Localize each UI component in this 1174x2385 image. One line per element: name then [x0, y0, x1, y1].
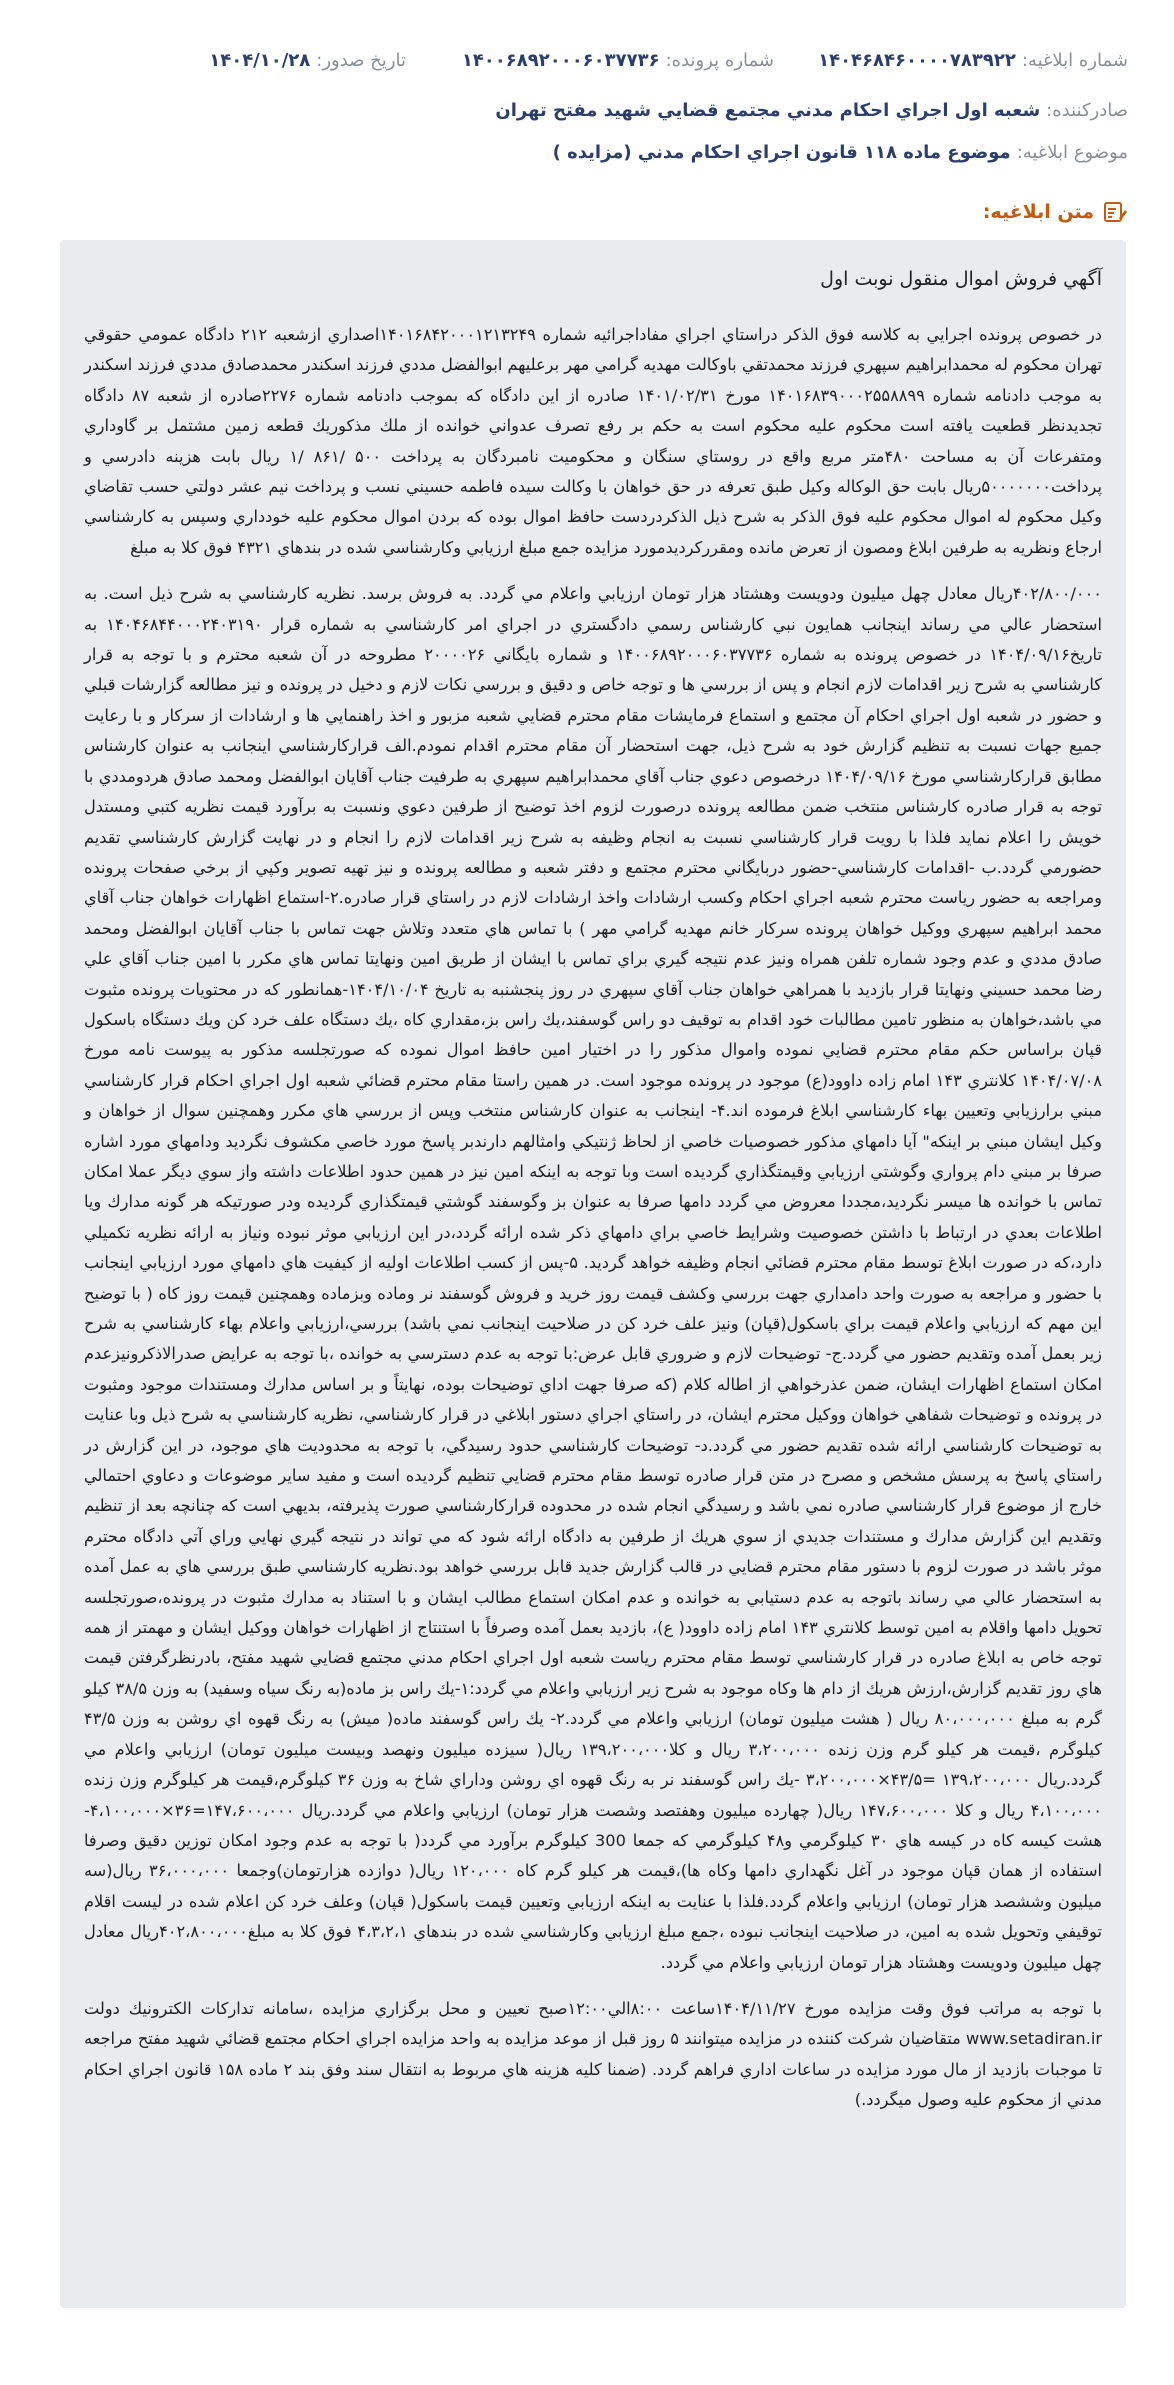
case-number-label: شماره پرونده: — [665, 50, 774, 71]
notice-number-label: شماره ابلاغیه: — [1021, 50, 1128, 71]
notice-number — [818, 50, 1128, 71]
notice-paragraph-1: در خصوص پرونده اجرايي به كلاسه فوق الذكر دراستاي اجراي مفاداجرائيه شماره ۱۴۰۱۶۸۴۲۰۰۰۱۲۱۳۲۴۹اصداري ازشعبه ۲۱۲ دادگاه عمومي حقوقي تهران محكوم له محمدابراهيم سپهري فرزند محمدتقي باوكالت مهديه گرامي مهر برعليهم ابوالفضل مددي فرزند اسكندر محمدصادق مددي فرزند اسكندر به موجب دادنامه شماره ۱۴۰۱۶۸۳۹۰۰۰۲۵۵۸۸۹۹ مورخ ۱۴۰۱/۰۲/۳۱ صادره از اين دادگاه كه بموجب دادنامه شماره ۲۲۷۶صادره از شعبه ۸۷ دادگاه تجديدنظر قطعيت يافته است محكوم عليه محكوم است به حكم بر رفع تصرف عدواني خوانده از ملك مذكوريك قطعه زمين مشتمل بر گاوداري ومتفرعات آن به مساحت ۴۸۰متر مربع واقع در روستاي سنگان و محكوميت نامبردگان به پرداخت ۵۰۰ /۸۶۱ /۱ ريال بابت هزينه دادرسي و پرداخت۵۰۰۰۰۰۰۰ريال بابت حق الوكاله وكيل طبق تعرفه در حق خواهان با وكالت سيده فاطمه حسيني نسب و پرداخت نيم عشر دولتي حسب تقاضاي وكيل محكوم له اموال محكوم عليه فوق الذكر به شرح ذيل الذكردردست حافظ اموال بوده كه بردن اموال محكوم عليه خودداري وسپس به كارشناسي ارجاع ونظريه به طرفين ابلاغ ومصون از تعرض مانده ومقرركرديدمورد مزايده جمع مبلغ ارزيابي وكارشناسي شده در بندهاي ۴۳۲۱ فوق كلا به مبلغ — [84, 325, 1103, 557]
notice-text-heading — [983, 200, 1128, 224]
issue-date-value: ۱۴۰۴/۱۰/۲۸ — [209, 50, 311, 71]
notice-body-panel — [60, 240, 1126, 2308]
notice-paragraph-2: ۴۰۲/۸۰۰/۰۰۰ريال معادل چهل ميليون ودويست وهشتاد هزار تومان ارزيابي واعلام مي گردد. به فروش برسد. نظريه كارشناسي به شرح ذيل است. به استحضار عالي مي رساند اينجانب همايون نبي كارشناس رسمي دادگستري در اجراي امر كارشناسي به شماره قرار ۱۴۰۴۶۸۴۴۰۰۰۲۴۰۳۱۹۰ به تاريخ۱۴۰۴/۰۹/۱۶ در خصوص پرونده به شماره ۱۴۰۰۶۸۹۲۰۰۰۶۰۳۷۷۳۶ و شماره بايگاني ۲۰۰۰۰۲۶ مطروحه در آن شعبه محترم و با توجه به قرار كارشناسي به شرح زير اقدامات لازم انجام و پس از بررسي ها و توجه خاص و دقيق و بررسي نكات لازم و دخيل در پرونده و نيز مطالعه گزارشات قبلي و حضور در شعبه اول اجراي احكام آن مجتمع و استماع فرمايشات مقام محترم قضايي شعبه مزبور و اخذ راهنمايي ها و ارشادات از سركار و با رعايت جميع جهات نسبت به تنظيم گزارش خود به شرح ذيل، جهت استحضار آن مقام محترم اقدام نمودم.الف قراركارشناسي اينجانب به عنوان كارشناس مطابق قراركارشناسي مورخ ۱۴۰۴/۰۹/۱۶ درخصوص دعوي جناب آقاي محمدابراهيم سپهري به طرفيت جناب آقايان ابوالفضل ومحمد صادق هردومددي با توجه به قرار صادره كارشناس منتخب ضمن مطالعه پرونده درصورت لزوم اخذ توضيح از طرفين دعوي ونسبت به برآورد قيمت نظريه كتبي ومستدل خويش را اعلام نمايد فلذا با رويت قرار كارشناسي نسبت به انجام وظيفه به شرح زير اقدامات لازم را انجام و در نهايت گزارش كارشناسي تقديم حضورمي گردد.ب -اقدامات كارشناسي-حضور دربايگاني محترم مجتمع و دفتر شعبه و مطالعه پرونده و نيز تهيه تصوير وكپي از برخي صفحات پرونده ومراجعه به حضور رياست محترم شعبه اجراي احكام وكسب ارشادات واخذ ارشادات لازم در راستاي قرار صادره.۲-استماع اظهارات خواهان جناب آقاي محمد ابراهيم سپهري ووكيل خواهان پرونده سركار خانم مهديه گرامي مهر ) با تماس هاي متعدد وتلاش جهت تماس با جناب آقايان ابوالفضل ومحمد صادق مددي و عدم وجود شماره تلفن همراه ونيز عدم نتيجه گيري براي تماس با ايشان از طريق امين ونهايتا تماس هاي مكرر با امين جناب آقاي علي رضا محمد حسيني ونهايتا قرار بازديد با همراهي خواهان جناب آقاي سپهري در روز پنجشنبه به تاريخ ۱۴۰۴/۱۰/۰۴-همانطور كه در محتويات پرونده مثبوت مي باشد،خواهان به منظور تامين مطالبات خود اقدام به توقيف دو راس گوسفند،يك راس بز،مقداري كاه ،يك دستگاه علف خرد كن ويك دستگاه باسكول قپان براساس حكم مقام محترم قضايي نموده واموال مذكور را در اختيار امين حافظ اموال نموده كه صورتجلسه مذكور به پيوست نامه مورخ ۱۴۰۴/۰۷/۰۸ كلانتري ۱۴۳ امام زاده داوود(ع) موجود در پرونده موجود است. در همين راستا مقام محترم قضائي شعبه اول اجراي احكام قرار كارشناسي مبني برارزيابي وتعيين بهاء كارشناسي ابلاغ فرموده اند.۴- اينجانب به عنوان كارشناس منتخب وپس از بررسي هاي مكرر وهمچنين سوال از خواهان و وكيل ايشان مبني بر اينكه" آيا دامهاي مذكور خصوصيات خاصي از لحاظ ژنتيكي وامثالهم دارندبر پاسخ مورد خاصي مكشوف نگرديد ودامهاي مورد اشاره صرفا بر مبني دام پرواري وگوشتي ارزيابي وقيمتگذاري گرديده است وبا توجه به اينكه امين نيز در همين حدود اطلاعات داشته واز سوي ديگر عملا امكان تماس با خوانده ها ميسر نگرديد،مجددا معروض مي گردد دامها صرفا به عنوان بز وگوسفند گوشتي قيمتگذاري گرديده ودر صورتيكه هر گونه مدارك ويا اطلاعات بعدي در ارتباط با داشتن خصوصيت وشرايط خاصي براي دامهاي ذكر شده ارائه گردد،در اين ارزيابي موثر نبوده ونياز به ارائه نظريه تكميلي دارد،كه در صورت ابلاغ توسط مقام محترم قضائي انجام وظيفه خواهد گرديد. ۵-پس از كسب اطلاعات اوليه از كيفيت هاي دامهاي مورد ارزيابي اينجانب با حضور و مراجعه به صورت واحد دامداري جهت بررسي وكشف قيمت روز خريد و فروش گوسفند نر وماده وبزماده وهمچنين قيمت روز كاه ( با توضيح اين مهم كه ارزيابي واعلام قيمت براي باسكول(قپان) ونيز علف خرد كن در صلاحيت اينجانب نمي باشد) بررسي،ارزيابي واعلام بهاء كارشناسي به شرح زير بعمل آمده وتقديم حضور مي گردد.ج- توضيحات لازم و ضروري قابل عرض:با توجه به عدم دسترسي به خوانده ،با توجه به عرايض صدرالاذكرونيزعدم امكان استماع اظهارات ايشان، ضمن عذرخواهي از اطاله كلام (كه صرفا جهت اداي توضيحات بوده، نهايتاً و بر اساس مدارك ومستندات موجود ومثبوت در پرونده و توضيحات شفاهي خواهان ووكيل محترم ايشان، در راستاي اجراي دستور ابلاغي در قرار كارشناسي، نظريه كارشناسي به شرح ذيل وبا عنايت به توضيحات كارشناسي ارائه شده تقديم حضور مي گردد.د- توضيحات كارشناسي حدود رسيدگي، با توجه به محدوديت هاي موجود، در اين گزارش در راستاي پاسخ به پرسش مشخص و مصرح در متن قرار صادره توسط مقام محترم قضايي تنظيم گرديده است و مفيد ساير موضوعات و دعاوي احتمالي خارج از موضوع قرار كارشناسي صادره نمي باشد و رسيدگي انجام شده در محدوده قراركارشناسي صورت پذيرفته، بديهي است كه چنانچه بعد از تنظيم وتقديم اين گزارش مدارك و مستندات جديدي از سوي هريك از طرفين به دادگاه ارائه شود كه مي تواند در نتيجه گيري نهايي وراي آتي دادگاه محترم موثر باشد در صورت لزوم با دستور مقام محترم قضايي در قالب گزارش جديد قابل بررسي خواهد بود.نظريه كارشناسي طبق بررسي هاي به عمل آمده به استحضار عالي مي رساند باتوجه به عدم دستيابي به خوانده و عدم امكان استماع مطالب ايشان و با استناد به مدارك مثبوت در پرونده،صورتجلسه تحويل دامها واقلام به امين توسط كلانتري ۱۴۳ امام زاده داوود( ع)، بازديد بعمل آمده وصرفاً با استنتاج از اظهارات خواهان ووكيل ايشان و مهمتر از همه توجه خاص به ابلاغ صادره در قرار كارشناسي توسط مقام محترم رياست شعبه اول اجراي احكام مدني مجتمع قضايي شهيد مفتح، بادرنظرگرفتن قيمت هاي روز تقديم گزارش،ارزش هريك از دام ها وكاه موجود به شرح زير ارزيابي واعلام مي گردد:۱-يك راس بز ماده(به رنگ سياه وسفيد) به وزن ۳۸/۵ كيلو گرم به مبلغ ۸۰،۰۰۰،۰۰۰ ريال ( هشت ميليون تومان) ارزيابي واعلام مي گردد.۲- يك راس گوسفند ماده( ميش) به رنگ قهوه اي روشن به وزن ۴۳/۵ كيلوگرم ،قيمت هر كيلو گرم وزن زنده ۳،۲۰۰،۰۰۰ ريال و كلا۱۳۹،۲۰۰،۰۰۰ ريال( سيزده ميليون ونهصد وبيست ميليون تومان) ارزيابي واعلام مي گردد.ريال ۱۳۹،۲۰۰،۰۰۰ =۴۳/۵×۳،۲۰۰،۰۰۰ -يك راس گوسفند نر به رنگ قهوه اي روشن وداراي شاخ به وزن ۳۶ كيلوگرم،قيمت هر كيلوگرم وزن زنده ۴،۱۰۰،۰۰۰ ريال و كلا ۱۴۷،۶۰۰،۰۰۰ ريال( چهارده ميليون وهفتصد وشصت هزار تومان) ارزيابي واعلام مي گردد.ريال ۱۴۷،۶۰۰،۰۰۰=۳۶×۴،۱۰۰،۰۰۰- هشت كيسه كاه در كيسه هاي ۳۰ كيلوگرمي و۴۸ كيلوگرمي كه جمعا 300 كيلوگرم برآورد مي گردد( با توجه به عدم وجود امكان توزين دقيق وصرفا استفاده از همان قپان موجود در آغل نگهداري دامها وكاه ها)،قيمت هر كيلو گرم كاه ۱۲۰،۰۰۰ ريال( دوازده هزارتومان)وجمعا ۳۶،۰۰۰،۰۰۰ ريال(سه ميليون وششصد هزار تومان) ارزيابي واعلام گردد.فلذا با عنايت به اينكه ارزيابي وتعيين قيمت باسكول( قپان) وعلف خرد كن اعلام شده در ليست اقلام توقيفي وتحويل شده به امين، در صلاحيت اينجانب نبوده ،جمع مبلغ ارزيابي وكارشناسي شده در بندهاي ۴،۳،۲،۱ فوق كلا به مبلغ۴۰۲،۸۰۰،۰۰۰ريال معادل چهل ميليون ودويست وهشتاد هزار تومان ارزيابي واعلام مي گردد. — [84, 584, 1103, 1972]
notice-subject — [553, 142, 1128, 163]
issuer-value: شعبه اول اجراي احكام مدني مجتمع قضايي شهيد مفتح تهران — [495, 100, 1041, 121]
notice-paragraph-3: با توجه به مراتب فوق وقت مزايده مورخ ۱۴۰۴/۱۱/۲۷ساعت ۸:۰۰الي۱۲:۰۰صبح تعيين و محل برگزاري مزايده ،سامانه تداركات الكترونيك دولت www.setadiran.ir متقاضيان شركت كننده در مزايده ميتوانند ۵ روز قبل از موعد مزايده به واحد مزايده اجراي احكام مجتمع قضائي شهيد مفتح مراجعه تا موجبات بازديد از مال مورد مزايده در ساعات اداري فراهم گردد. (ضمنا كليه هزينه هاي مربوط به انتقال سند وفق بند ۲ ماده ۱۵۸ قانون اجراي احكام مدني از محكوم عليه وصول ميگردد.) — [84, 1998, 1102, 2110]
notice-text-title: متن ابلاغیه: — [982, 201, 1094, 223]
notice-meta-row — [0, 50, 1174, 90]
notice-number-value: ۱۴۰۴۶۸۴۶۰۰۰۰۷۸۳۹۲۲ — [818, 50, 1016, 71]
subject-label: موضوع ابلاغیه: — [1016, 142, 1128, 163]
subject-value: موضوع ماده ۱۱۸ قانون اجراي احكام مدني (مزايده ) — [552, 142, 1011, 163]
document-edit-icon — [1102, 200, 1128, 224]
issuer-label: صادرکننده: — [1046, 100, 1128, 121]
issue-date — [209, 50, 406, 71]
notice-title: آگهي فروش اموال منقول نوبت اول — [820, 268, 1102, 290]
case-number — [462, 50, 774, 71]
issuer — [495, 100, 1128, 121]
case-number-value: ۱۴۰۰۶۸۹۲۰۰۰۶۰۳۷۷۳۶ — [461, 50, 660, 71]
issue-date-label: تاریخ صدور: — [316, 50, 406, 71]
